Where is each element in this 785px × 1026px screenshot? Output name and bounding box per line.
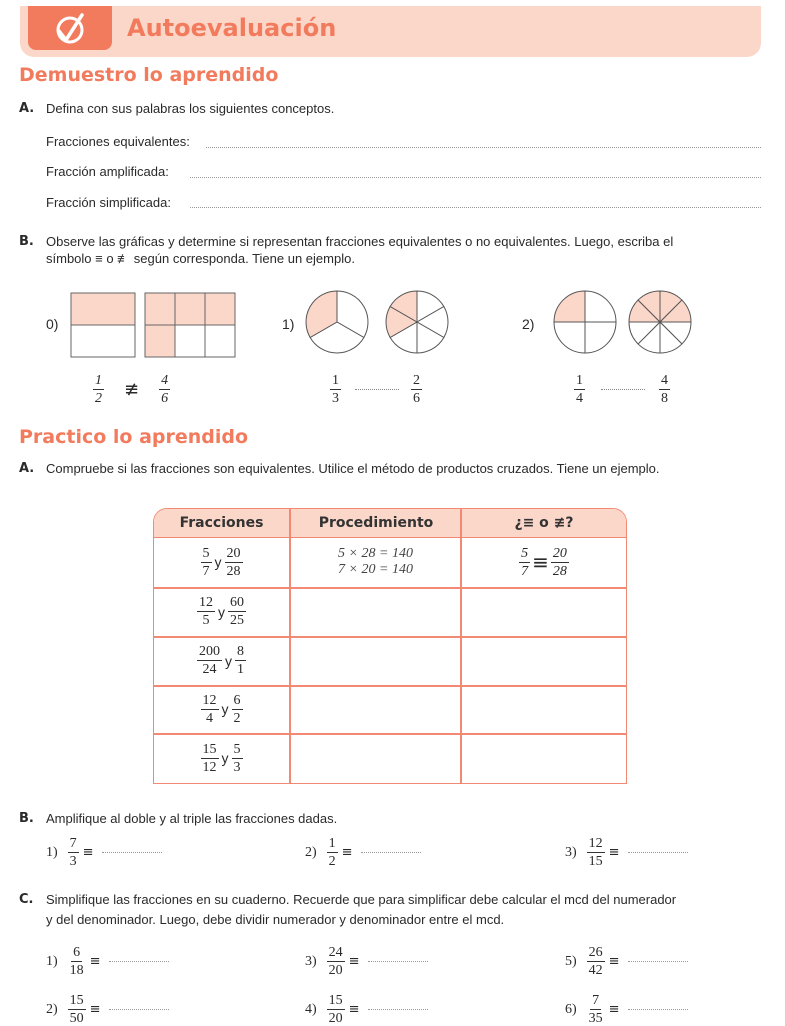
question-letter: A.: [19, 101, 35, 116]
item-label: 1): [282, 316, 295, 332]
answer-blank[interactable]: [361, 852, 421, 853]
column-header-fracciones: Fracciones: [179, 515, 264, 531]
table-cell-result[interactable]: [462, 733, 626, 783]
fraction: $\frac{200}{24}$: [199, 644, 220, 677]
circle-quarters-diagram: [554, 291, 616, 353]
equivalent-symbol: ≡: [608, 845, 620, 860]
page-title: Autoevaluación: [127, 14, 337, 42]
circle-sixths-diagram: [386, 291, 448, 353]
fraction: $\frac{20}{28}$: [226, 545, 241, 579]
fraction: $\frac{1}{4}$: [576, 373, 583, 406]
question-text: Observe las gráficas y determine si representan fracciones equivalentes o no equivalentes. Luego, escriba el: [46, 234, 674, 249]
answer-blank[interactable]: [102, 852, 162, 853]
equivalent-symbol: ≡: [341, 845, 353, 860]
equivalent-symbol: ≡: [348, 954, 360, 969]
item-label: 3): [565, 844, 577, 860]
comparison-1: [330, 373, 422, 406]
fraction: $\frac{15}{20}$: [328, 993, 343, 1026]
question-text: símbolo ≡ o ≢ según corresponda. Tiene un ejemplo.: [46, 251, 355, 266]
fraction: $\frac{4}{6}$: [161, 373, 169, 406]
fraction: $\frac{15}{50}$: [69, 993, 84, 1026]
section-title-demuestro: Demuestro lo aprendido: [19, 64, 279, 86]
answer-blank[interactable]: [368, 961, 428, 962]
not-equivalent-symbol: ≢: [124, 379, 140, 400]
fraction: $\frac{4}{8}$: [661, 373, 668, 406]
equivalent-symbol: ≡: [348, 1002, 360, 1017]
fraction: $\frac{12}{5}$: [199, 595, 213, 628]
section-title-practico: Practico lo aprendido: [19, 426, 249, 448]
question-text: Compruebe si las fracciones son equivalentes. Utilice el método de productos cruzados. Tiene un ejemplo.: [46, 461, 660, 476]
circle-diagrams-2: [548, 288, 708, 358]
fraction: $\frac{6}{18}$: [69, 945, 84, 978]
table-cell-procedure[interactable]: [291, 733, 460, 783]
answer-blank[interactable]: [368, 1009, 428, 1010]
item-label: 0): [46, 316, 59, 332]
equivalent-symbol: ≡: [532, 550, 549, 574]
item-label: 6): [565, 1001, 577, 1017]
sector: [585, 322, 616, 353]
sector: [585, 291, 616, 322]
fraction: $\frac{7}{3}$: [69, 836, 77, 869]
fraction: $\frac{1}{2}$: [95, 373, 102, 406]
fraction: $\frac{5}{7}$: [202, 545, 210, 579]
fraction: $\frac{26}{42}$: [588, 945, 603, 978]
rect-sixths-diagram: [145, 293, 235, 357]
procedure-line: 5 × 28 = 140: [338, 546, 413, 561]
comparison-2: [574, 373, 670, 406]
circle-diagrams-1: [300, 288, 460, 358]
amplify-item: [46, 836, 162, 869]
simplify-item: [565, 993, 688, 1026]
table-cell-result[interactable]: [462, 587, 626, 636]
question-text: Amplifique al doble y al triple las fracciones dadas.: [46, 811, 338, 826]
answer-blank[interactable]: [628, 852, 688, 853]
table-cell-procedure[interactable]: [291, 636, 460, 685]
simplify-item: [46, 993, 169, 1026]
column-header-procedimiento: Procedimiento: [318, 515, 434, 531]
simplify-item: [305, 945, 428, 978]
column-header-result: ¿≡ o ≢?: [514, 515, 574, 531]
table-cell-result[interactable]: [462, 537, 626, 587]
concept-label: Fracciones equivalentes:: [46, 134, 190, 149]
table-row-fractions: $\frac{12}{5}$ y $\frac{60}{25}$: [199, 595, 244, 628]
fraction: $\frac{12}{15}$: [588, 836, 603, 869]
table-cell-result[interactable]: [462, 685, 626, 733]
answer-blank[interactable]: [628, 961, 688, 962]
equivalent-symbol: ≡: [608, 954, 620, 969]
table-cell-result[interactable]: [462, 636, 626, 685]
table-cell-procedure[interactable]: [291, 685, 460, 733]
fraction: $\frac{5}{7}$: [521, 545, 529, 579]
concept-label: Fracción simplificada:: [46, 195, 171, 210]
simplify-item: [305, 993, 428, 1026]
fraction: $\frac{7}{35}$: [588, 993, 603, 1026]
equivalent-symbol: ≡: [608, 1002, 620, 1017]
item-label: 1): [46, 844, 58, 860]
simplify-item: [565, 945, 688, 978]
comparison-0: [93, 373, 170, 406]
question-letter: B.: [19, 811, 34, 826]
fraction: $\frac{1}{3}$: [332, 373, 339, 406]
rect-half-diagram: [71, 293, 135, 357]
circle-thirds-diagram: [306, 291, 368, 353]
circle-eighths-diagram: [629, 291, 691, 353]
answer-blank[interactable]: [109, 961, 169, 962]
procedure-line: 7 × 20 = 140: [338, 562, 413, 577]
question-text: Defina con sus palabras los siguientes conceptos.: [46, 101, 335, 116]
table-row-fractions: $\frac{200}{24}$ y $\frac{8}{1}$: [199, 644, 244, 677]
equivalent-symbol: ≡: [89, 954, 101, 969]
fraction: $\frac{6}{2}$: [233, 692, 241, 726]
simplify-item: [46, 945, 169, 978]
table-row-fractions: $\frac{15}{12}$ y $\frac{5}{3}$: [202, 741, 241, 775]
sector: [554, 322, 585, 353]
table-cell-procedure[interactable]: [291, 587, 460, 636]
fraction: $\frac{1}{2}$: [328, 836, 336, 869]
equivalent-symbol: ≡: [89, 1002, 101, 1017]
cross-products-table: [153, 508, 627, 784]
table-cell-procedure[interactable]: [291, 537, 460, 587]
item-label: 2): [46, 1001, 58, 1017]
table-row-fractions: $\frac{12}{4}$ y $\frac{6}{2}$: [202, 692, 241, 726]
fraction: $\frac{24}{20}$: [328, 945, 343, 978]
item-label: 1): [46, 953, 58, 969]
rectangle-diagrams: [70, 292, 240, 360]
question-letter: A.: [19, 461, 35, 476]
answer-blank[interactable]: [355, 389, 399, 390]
shaded-sector: [554, 291, 585, 322]
equivalent-symbol: ≡: [82, 845, 94, 860]
amplify-item: [565, 836, 688, 869]
item-label: 5): [565, 953, 577, 969]
answer-blank[interactable]: [601, 389, 645, 390]
item-label: 3): [305, 953, 317, 969]
amplify-item: [305, 836, 421, 869]
answer-blank[interactable]: [628, 1009, 688, 1010]
question-text: y del denominador. Luego, debe dividir numerador y denominador entre el mcd.: [46, 912, 505, 927]
answer-blank[interactable]: [109, 1009, 169, 1010]
concept-label: Fracción amplificada:: [46, 164, 169, 179]
answer-line[interactable]: [206, 146, 761, 148]
question-letter: B.: [19, 234, 34, 249]
item-label: 4): [305, 1001, 317, 1017]
answer-line[interactable]: [190, 206, 761, 208]
fraction: $\frac{12}{4}$: [202, 692, 217, 726]
answer-line[interactable]: [190, 176, 761, 178]
fraction: $\frac{60}{25}$: [230, 595, 244, 628]
header-icon-box: [28, 6, 112, 50]
item-label: 2): [522, 316, 535, 332]
question-letter: C.: [19, 892, 34, 907]
fraction: $\frac{5}{3}$: [233, 741, 241, 775]
question-text: Simplifique las fracciones en su cuaderno. Recuerde que para simplificar debe calcular el mcd del numerador: [46, 892, 677, 907]
fraction: $\frac{2}{6}$: [413, 373, 420, 406]
fraction: $\frac{20}{28}$: [552, 545, 567, 579]
item-label: 2): [305, 844, 317, 860]
fraction: $\frac{15}{12}$: [202, 741, 217, 775]
table-row-fractions: $\frac{5}{7}$ y $\frac{20}{28}$: [202, 545, 241, 579]
check-circle-icon: [28, 6, 112, 50]
fraction: $\frac{8}{1}$: [237, 644, 244, 677]
